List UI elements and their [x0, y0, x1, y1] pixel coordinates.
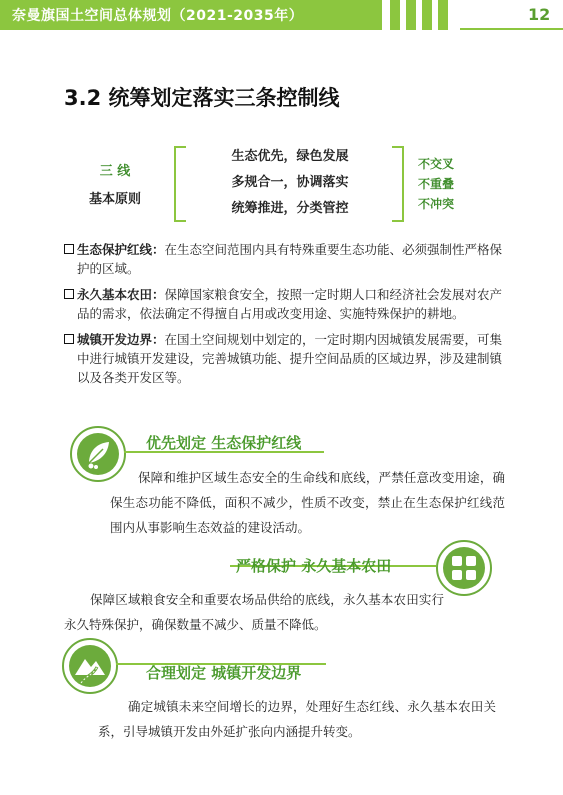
block-heading: 严格保护 永久基本农田: [236, 557, 392, 575]
principles-center: [190, 144, 390, 222]
principles-label-line1: 三 线: [99, 164, 131, 179]
right-bracket: [392, 146, 404, 222]
block-paragraph: 确定城镇未来空间增长的边界，处理好生态红线、永久基本农田关系，引导城镇开发由外延扩张向内涵提升转变。: [98, 699, 496, 739]
farmland-icon: [436, 540, 492, 596]
definition-item: [64, 330, 504, 387]
definitions-list: [64, 240, 504, 394]
mountain-road-icon: [62, 638, 118, 694]
page-header: [0, 0, 563, 30]
page-number: 12: [528, 5, 551, 24]
definition-term: 生态保护红线：: [77, 242, 165, 257]
block-paragraph: 保障区域粮食安全和重要农场品供给的底线，永久基本农田实行永久特殊保护，确保数量不减少、质量不降低。: [64, 592, 444, 632]
principle-item: 统筹推进，分类管控: [231, 201, 349, 216]
header-title: 奈曼旗国土空间总体规划（2021-2035年）: [12, 8, 304, 24]
block-heading: 优先划定 生态保护红线: [146, 434, 302, 452]
definition-text: 在生态空间范围内具有特殊重要生态功能、必须强制性严格保护的区域。: [77, 242, 503, 276]
definition-item: [64, 285, 504, 323]
principle-constraint: 不交叉: [418, 157, 455, 171]
left-bracket: [174, 146, 186, 222]
section-title: 3.2 统筹划定落实三条控制线: [64, 86, 340, 110]
header-stripe: [438, 0, 448, 30]
principle-constraint: 不重叠: [418, 177, 455, 191]
definition-term: 永久基本农田：: [77, 287, 165, 302]
definition-item: [64, 240, 504, 278]
header-bar: [0, 0, 382, 30]
checkbox-square-icon: [64, 334, 74, 344]
principles-label: [70, 160, 160, 207]
principles-right: [418, 154, 478, 214]
principles-label-line2: 基本原则: [88, 192, 141, 207]
header-underline: [460, 28, 563, 30]
principle-item: 多规合一，协调落实: [231, 175, 349, 190]
checkbox-square-icon: [64, 289, 74, 299]
header-stripe: [422, 0, 432, 30]
definition-text: 在国土空间规划中划定的，一定时期内因城镇发展需要，可集中进行城镇开发建设，完善城镇功能、提升空间品质的区域边界，涉及建制镇以及各类开发区等。: [77, 332, 503, 385]
definition-term: 城镇开发边界：: [77, 332, 165, 347]
definition-text: 保障国家粮食安全，按照一定时期人口和经济社会发展对农产品的需求，依法确定不得擅自占用或改变用途、实施特殊保护的耕地。: [77, 287, 503, 321]
checkbox-square-icon: [64, 244, 74, 254]
principle-constraint: 不冲突: [418, 197, 455, 211]
header-stripe: [390, 0, 400, 30]
principle-item: 生态优先，绿色发展: [231, 149, 349, 164]
header-stripe: [406, 0, 416, 30]
block-paragraph: 保障和维护区域生态安全的生命线和底线，严禁任意改变用途，确保生态功能不降低，面积不减少，性质不改变，禁止在生态保护红线范围内从事影响生态效益的建设活动。: [110, 470, 505, 535]
block-heading: 合理划定 城镇开发边界: [146, 664, 302, 682]
